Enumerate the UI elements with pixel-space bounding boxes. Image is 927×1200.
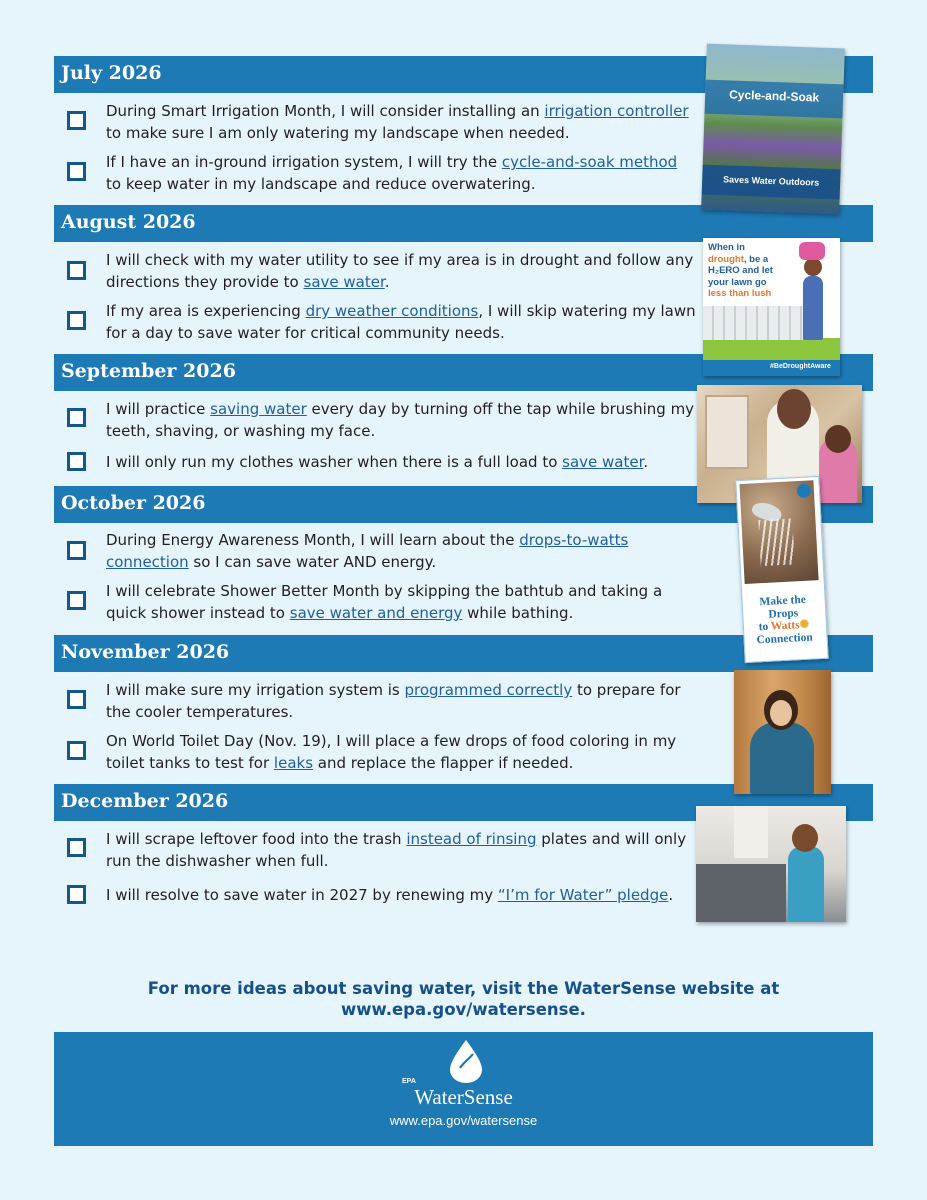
link-leaks[interactable]: leaks xyxy=(273,753,314,772)
link-save-water[interactable]: save water xyxy=(303,272,385,291)
item-text: I will scrape leftover food into the trash instead of rinsing plates and will only run the dishwasher when full. xyxy=(106,830,687,870)
link-cycle-and-soak[interactable]: cycle-and-soak method xyxy=(501,153,678,171)
item-text: If I have an in-ground irrigation system, I will try the cycle-and-soak method to keep water in my landscape and reduce overwatering. xyxy=(106,153,678,193)
watersense-drop-icon xyxy=(709,362,716,372)
link-saving-water[interactable]: saving water xyxy=(210,400,307,418)
item-text: I will resolve to save water in 2027 by renewing my “I’m for Water” pledge. xyxy=(106,886,674,904)
dishwasher xyxy=(696,864,786,922)
adult-figure xyxy=(734,806,768,858)
link-save-water-energy[interactable]: save water and energy xyxy=(289,603,463,622)
link-save-water[interactable]: save water xyxy=(562,453,644,471)
checkbox[interactable] xyxy=(67,741,86,760)
spray xyxy=(758,518,794,566)
drought-tag: #BeDroughtAware xyxy=(770,363,831,370)
link-dry-weather[interactable]: dry weather conditions xyxy=(305,302,479,320)
item-text: During Smart Irrigation Month, I will consider installing an irrigation controller to make sure I am only watering my landscape when needed. xyxy=(106,102,689,142)
woman-figure xyxy=(750,722,814,794)
lawn xyxy=(703,338,840,360)
link-programmed-correctly[interactable]: programmed correctly xyxy=(404,681,573,699)
item-text: During Energy Awareness Month, I will learn about the drops-to-watts connection so I can save water AND energy. xyxy=(106,531,629,571)
footer-band xyxy=(54,1032,873,1146)
month-title: December 2026 xyxy=(61,790,229,812)
cycle-title: Cycle-and-Soak xyxy=(728,87,820,105)
item-text: On World Toilet Day (Nov. 19), I will place a few drops of food coloring in my toilet tanks to test for leaks and replace the flapper if needed. xyxy=(106,732,677,772)
month-title: October 2026 xyxy=(61,492,206,514)
month-title: September 2026 xyxy=(61,360,236,382)
checkbox[interactable] xyxy=(67,541,86,560)
cycle-and-soak-thumbnail[interactable] xyxy=(701,44,845,215)
checkbox[interactable] xyxy=(67,838,86,857)
month-title: July 2026 xyxy=(61,62,162,84)
watersense-wordmark: WaterSense xyxy=(414,1085,513,1109)
face xyxy=(770,700,792,726)
checkbox[interactable] xyxy=(67,111,86,130)
item-text: If my area is experiencing dry weather conditions, I will skip watering my lawn for a day to save water for critical community needs. xyxy=(106,302,696,342)
link-drops-to-watts[interactable]: drops-to-watts connection xyxy=(106,531,629,571)
boy-figure xyxy=(788,846,824,922)
drops-watts-caption: Make the Drops to Watts✺ Connection xyxy=(756,593,813,646)
item-text: I will practice saving water every day by turning off the tap while brushing my teeth, shaving, or washing my face. xyxy=(106,400,695,440)
checkbox[interactable] xyxy=(67,162,86,181)
link-irrigation-controller[interactable]: irrigation controller xyxy=(544,102,689,120)
mirror xyxy=(705,395,749,469)
item-text: I will celebrate Shower Better Month by skipping the bathtub and taking a quick shower instead to save water and energy while bathing. xyxy=(106,582,663,622)
item-text: I will make sure my irrigation system is programmed correctly to prepare for the cooler temperatures. xyxy=(106,681,681,721)
drought-aware-thumbnail[interactable] xyxy=(703,238,840,376)
checkbox[interactable] xyxy=(67,885,86,904)
child-figure xyxy=(799,242,825,260)
month-title: August 2026 xyxy=(61,211,196,233)
item-text: I will check with my water utility to see if my area is in drought and follow any directions they provide to save water. xyxy=(106,251,694,291)
checkbox[interactable] xyxy=(67,690,86,709)
hero-figure xyxy=(803,276,823,340)
hero-head xyxy=(804,258,822,276)
fence xyxy=(703,306,803,340)
item-text: I will only run my clothes washer when there is a full load to save water. xyxy=(106,453,649,471)
dishwasher-photo[interactable] xyxy=(696,806,846,922)
checkbox[interactable] xyxy=(67,408,86,427)
checkbox[interactable] xyxy=(67,261,86,280)
footer-url[interactable]: www.epa.gov/watersense xyxy=(389,1113,538,1128)
checkbox[interactable] xyxy=(67,311,86,330)
checkbox[interactable] xyxy=(67,452,86,471)
epa-label: EPA xyxy=(402,1078,416,1085)
woman-head xyxy=(777,389,811,429)
drought-text: When in drought, be a H₂ERO and let your lawn go less than lush xyxy=(708,242,773,299)
lightbulb-icon: ✺ xyxy=(799,618,810,632)
cycle-subtitle: Saves Water Outdoors xyxy=(722,174,820,188)
boy-head xyxy=(792,824,818,852)
link-instead-of-rinsing[interactable]: instead of rinsing xyxy=(406,830,537,848)
kitchen-woman-photo[interactable] xyxy=(734,670,831,794)
month-title: November 2026 xyxy=(61,641,230,663)
watersense-drop-logo-icon xyxy=(446,1038,486,1084)
footer-note: For more ideas about saving water, visit the WaterSense website at www.epa.gov/watersense. xyxy=(147,979,780,1019)
girl-head xyxy=(825,425,851,453)
checkbox[interactable] xyxy=(67,591,86,610)
link-im-for-water-pledge[interactable]: “I’m for Water” pledge xyxy=(497,886,669,904)
drops-to-watts-thumbnail[interactable] xyxy=(735,476,828,663)
